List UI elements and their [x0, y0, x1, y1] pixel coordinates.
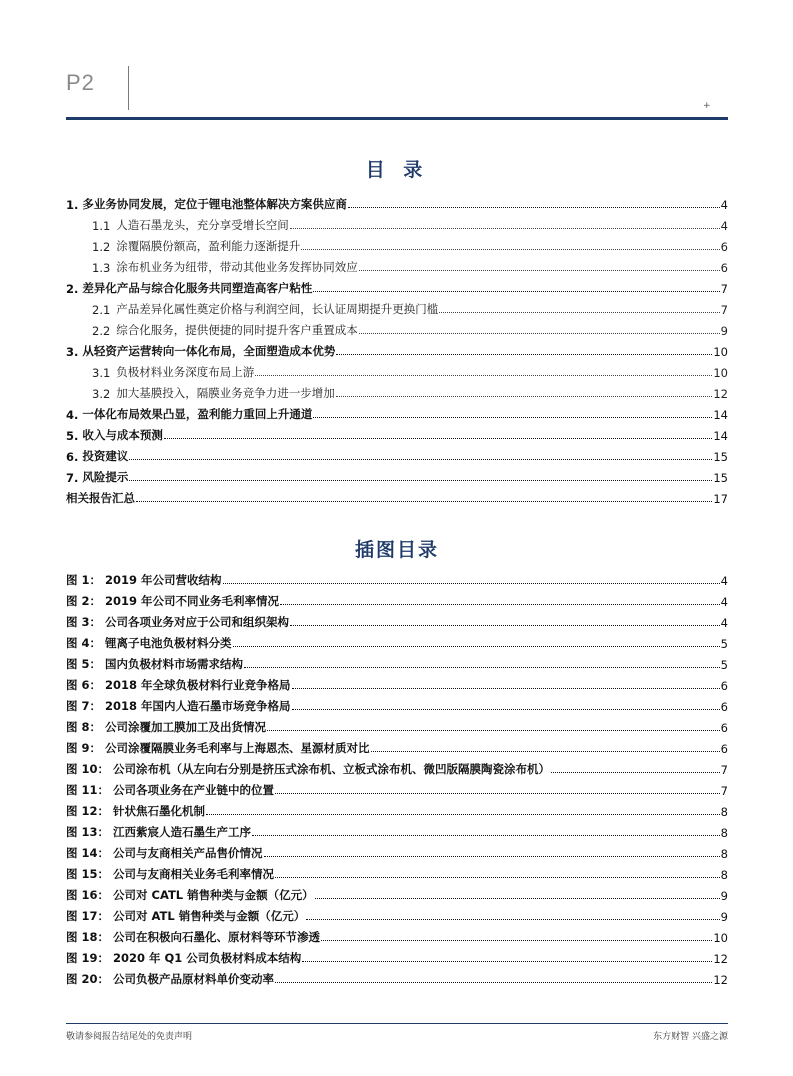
figure-entry[interactable] — [66, 882, 728, 903]
toc-entry[interactable] — [66, 401, 728, 422]
figure-entry-title: 针状焦石墨化机制 — [113, 804, 206, 818]
figure-entry-title: 公司在积极向石墨化、原材料等环节渗透 — [113, 930, 321, 944]
dot-leader — [292, 708, 720, 710]
toc-entry-number: 5. — [66, 429, 79, 443]
figure-entry-page: 6 — [720, 721, 728, 735]
toc-entry[interactable] — [66, 443, 728, 464]
toc-entry-number: 1. — [66, 198, 79, 212]
footer-disclaimer: 敬请参阅报告结尾处的免责声明 — [66, 1032, 193, 1042]
figure-entry[interactable] — [66, 609, 728, 630]
figure-entry-title: 公司涂布机（从左向右分别是挤压式涂布机、立板式涂布机、微凹版隔膜陶瓷涂布机） — [113, 762, 551, 776]
toc-entry-number: 7. — [66, 471, 79, 485]
toc-entry-title: 产品差异化属性奠定价格与利润空间，长认证周期提升更换门槛 — [116, 302, 439, 316]
figure-entry-page: 8 — [720, 826, 728, 840]
toc-entry-number: 3. — [66, 345, 79, 359]
figure-entry-number: 图 4： — [66, 636, 102, 650]
figure-entry-page: 10 — [713, 931, 728, 945]
toc-entry-title: 一体化布局效果凸显，盈利能力重回上升通道 — [82, 407, 313, 421]
toc-entry-page: 14 — [713, 429, 728, 443]
figure-entry-number: 图 8： — [66, 720, 102, 734]
figure-entry-title: 公司对 CATL 销售种类与金额（亿元） — [113, 888, 314, 902]
dot-leader — [223, 582, 720, 584]
figure-entry-page: 9 — [720, 910, 728, 924]
figure-entry[interactable] — [66, 777, 728, 798]
toc-entry-title: 差异化产品与综合化服务共同塑造高客户粘性 — [82, 281, 313, 295]
figure-entry-title: 公司涂覆隔膜业务毛利率与上海恩杰、星源材质对比 — [105, 741, 370, 755]
dot-leader — [275, 792, 720, 794]
toc-entry-page: 7 — [720, 303, 728, 317]
dot-leader — [164, 437, 712, 439]
dot-leader — [336, 395, 713, 397]
dot-leader — [233, 645, 720, 647]
figure-entry-page: 6 — [720, 700, 728, 714]
figure-entry-page: 5 — [720, 637, 728, 651]
dot-leader — [359, 269, 720, 271]
dot-leader — [255, 374, 712, 376]
figure-entry-page: 4 — [720, 595, 728, 609]
toc-entry[interactable] — [66, 275, 728, 296]
dot-leader — [336, 353, 712, 355]
figure-entry-page: 7 — [720, 784, 728, 798]
figure-entry-title: 江西紫宸人造石墨生产工序 — [113, 825, 252, 839]
toc-entry-number: 2.1 — [92, 303, 111, 317]
toc-entry-title: 负极材料业务深度布局上游 — [116, 365, 255, 379]
dot-leader — [136, 500, 712, 502]
figure-entry-page: 8 — [720, 868, 728, 882]
figure-entry-title: 公司负极产品原材料单价变动率 — [113, 972, 275, 986]
figure-entry-number: 图 18： — [66, 930, 110, 944]
dot-leader — [264, 855, 720, 857]
dot-leader — [129, 458, 712, 460]
figure-entry[interactable] — [66, 945, 728, 966]
figure-entry-number: 图 9： — [66, 741, 102, 755]
page-number: P2 — [66, 70, 95, 95]
toc-entry-page: 4 — [720, 198, 728, 212]
toc-entry-number: 4. — [66, 408, 79, 422]
figure-entry-number: 图 5： — [66, 657, 102, 671]
header-separator — [128, 66, 129, 110]
figure-entry-number: 图 15： — [66, 867, 110, 881]
figure-entry[interactable] — [66, 798, 728, 819]
toc-entry-number: 1.3 — [92, 261, 111, 275]
toc-entry[interactable] — [66, 359, 728, 380]
toc-title: 目 录 — [365, 159, 429, 181]
toc-entry-page: 10 — [713, 345, 728, 359]
toc-entry[interactable] — [66, 191, 728, 212]
figure-entry-number: 图 7： — [66, 699, 102, 713]
dot-leader — [348, 206, 720, 208]
figure-entry-title: 2019 年公司不同业务毛利率情况 — [105, 594, 280, 608]
toc-entry-page: 12 — [713, 387, 728, 401]
figure-entry-number: 图 1： — [66, 573, 102, 587]
toc-entry-number: 1.1 — [92, 219, 111, 233]
dot-leader — [551, 771, 720, 773]
figure-entry-title: 公司各项业务在产业链中的位置 — [113, 783, 275, 797]
dot-leader — [252, 834, 720, 836]
figure-entry-number: 图 19： — [66, 951, 110, 965]
dot-leader — [306, 918, 719, 920]
figure-entry[interactable] — [66, 693, 728, 714]
dot-leader — [267, 729, 720, 731]
dot-leader — [315, 897, 720, 899]
figures-title: 插图目录 — [354, 539, 439, 561]
toc-entry-title: 多业务协同发展，定位于锂电池整体解决方案供应商 — [82, 197, 347, 211]
toc-entry-page: 17 — [713, 492, 728, 506]
figure-entry-title: 锂离子电池负极材料分类 — [105, 636, 232, 650]
figure-entry-number: 图 10： — [66, 762, 110, 776]
toc-entry-page: 15 — [713, 471, 728, 485]
figure-entry[interactable] — [66, 903, 728, 924]
dot-leader — [359, 332, 720, 334]
dot-leader — [371, 750, 720, 752]
dot-leader — [301, 248, 719, 250]
figure-entry[interactable] — [66, 924, 728, 945]
toc-list — [66, 191, 728, 506]
figure-entry[interactable] — [66, 819, 728, 840]
figure-entry-title: 国内负极材料市场需求结构 — [105, 657, 244, 671]
dot-leader — [439, 311, 719, 313]
figures-list — [66, 567, 728, 987]
toc-entry-title: 涂布机业务为纽带，带动其他业务发挥协同效应 — [116, 260, 358, 274]
figure-entry-title: 公司对 ATL 销售种类与金额（亿元） — [113, 909, 306, 923]
toc-entry-page: 4 — [720, 219, 728, 233]
figure-entry-title: 公司涂覆加工膜加工及出货情况 — [105, 720, 267, 734]
figure-entry[interactable] — [66, 756, 728, 777]
toc-entry-number: 3.1 — [92, 366, 111, 380]
figure-entry-number: 图 14： — [66, 846, 110, 860]
figure-entry[interactable] — [66, 588, 728, 609]
toc-entry-page: 6 — [720, 261, 728, 275]
figure-entry-page: 7 — [720, 763, 728, 777]
toc-entry-number: 1.2 — [92, 240, 111, 254]
toc-entry-page: 7 — [720, 282, 728, 296]
footer-brand: 东方财智 兴盛之源 — [653, 1032, 728, 1042]
toc-entry[interactable] — [66, 233, 728, 254]
figure-entry-page: 6 — [720, 742, 728, 756]
figure-entry[interactable] — [66, 630, 728, 651]
figure-entry-number: 图 11： — [66, 783, 110, 797]
figure-entry[interactable] — [66, 840, 728, 861]
header-rule — [66, 117, 728, 120]
figure-entry[interactable] — [66, 966, 728, 987]
dot-leader — [275, 876, 720, 878]
dot-leader — [313, 416, 712, 418]
dot-leader — [313, 290, 719, 292]
figure-entry-title: 2020 年 Q1 公司负极材料成本结构 — [113, 951, 302, 965]
figure-entry-number: 图 13： — [66, 825, 110, 839]
toc-entry-title: 从轻资产运营转向一体化布局，全面塑造成本优势 — [82, 344, 336, 358]
figure-entry[interactable] — [66, 861, 728, 882]
toc-entry-number: 2. — [66, 282, 79, 296]
dot-leader — [302, 960, 712, 962]
dot-leader — [129, 479, 712, 481]
footer-rule — [66, 1023, 728, 1024]
toc-entry-number: 6. — [66, 450, 79, 464]
figure-entry-page: 5 — [720, 658, 728, 672]
figure-entry[interactable] — [66, 651, 728, 672]
figure-entry-number: 图 20： — [66, 972, 110, 986]
toc-entry[interactable] — [66, 296, 728, 317]
dot-leader — [244, 666, 720, 668]
figure-entry-title: 2018 年国内人造石墨市场竞争格局 — [105, 699, 291, 713]
figure-entry-title: 公司各项业务对应于公司和组织架构 — [105, 615, 290, 629]
toc-entry-page: 15 — [713, 450, 728, 464]
figure-entry-title: 公司与友商相关业务毛利率情况 — [113, 867, 275, 881]
dot-leader — [206, 813, 720, 815]
toc-entry-page: 14 — [713, 408, 728, 422]
toc-entry-title: 综合化服务，提供便捷的同时提升客户重置成本 — [116, 323, 358, 337]
figure-entry-page: 4 — [720, 574, 728, 588]
figure-entry-page: 8 — [720, 805, 728, 819]
toc-entry[interactable] — [66, 338, 728, 359]
header-corner-mark: + — [703, 101, 711, 111]
figure-entry-number: 图 17： — [66, 909, 110, 923]
dot-leader — [275, 981, 712, 983]
figure-entry-number: 图 16： — [66, 888, 110, 902]
figure-entry-page: 6 — [720, 679, 728, 693]
figure-entry-page: 12 — [713, 973, 728, 987]
toc-entry-title: 加大基膜投入，隔膜业务竞争力进一步增加 — [116, 386, 335, 400]
toc-entry-title: 收入与成本预测 — [82, 428, 163, 442]
toc-entry[interactable] — [66, 464, 728, 485]
toc-entry-page: 6 — [720, 240, 728, 254]
figure-entry-title: 2019 年公司营收结构 — [105, 573, 222, 587]
figure-entry[interactable] — [66, 567, 728, 588]
toc-entry[interactable] — [66, 485, 728, 506]
dot-leader — [280, 603, 720, 605]
figure-entry[interactable] — [66, 735, 728, 756]
figure-entry-page: 12 — [713, 952, 728, 966]
toc-entry[interactable] — [66, 422, 728, 443]
dot-leader — [290, 624, 720, 626]
toc-entry-title: 相关报告汇总 — [66, 491, 135, 505]
toc-entry-page: 10 — [713, 366, 728, 380]
toc-entry-title: 涂覆隔膜份额高，盈利能力逐渐提升 — [116, 239, 301, 253]
toc-entry[interactable] — [66, 317, 728, 338]
figure-entry-page: 9 — [720, 889, 728, 903]
figure-entry[interactable] — [66, 672, 728, 693]
toc-entry[interactable] — [66, 254, 728, 275]
toc-entry-number: 3.2 — [92, 387, 111, 401]
figure-entry-page: 8 — [720, 847, 728, 861]
dot-leader — [292, 687, 720, 689]
toc-entry-title: 投资建议 — [82, 449, 129, 463]
figure-entry-number: 图 12： — [66, 804, 110, 818]
toc-entry[interactable] — [66, 212, 728, 233]
toc-entry-title: 风险提示 — [82, 470, 129, 484]
figure-entry-number: 图 3： — [66, 615, 102, 629]
figure-entry-number: 图 2： — [66, 594, 102, 608]
figure-entry-page: 4 — [720, 616, 728, 630]
figure-entry[interactable] — [66, 714, 728, 735]
figure-entry-number: 图 6： — [66, 678, 102, 692]
dot-leader — [290, 227, 720, 229]
toc-entry-number: 2.2 — [92, 324, 111, 338]
figure-entry-title: 公司与友商相关产品售价情况 — [113, 846, 263, 860]
toc-entry[interactable] — [66, 380, 728, 401]
dot-leader — [321, 939, 712, 941]
toc-entry-page: 9 — [720, 324, 728, 338]
figure-entry-title: 2018 年全球负极材料行业竞争格局 — [105, 678, 291, 692]
toc-entry-title: 人造石墨龙头，充分享受增长空间 — [116, 218, 289, 232]
